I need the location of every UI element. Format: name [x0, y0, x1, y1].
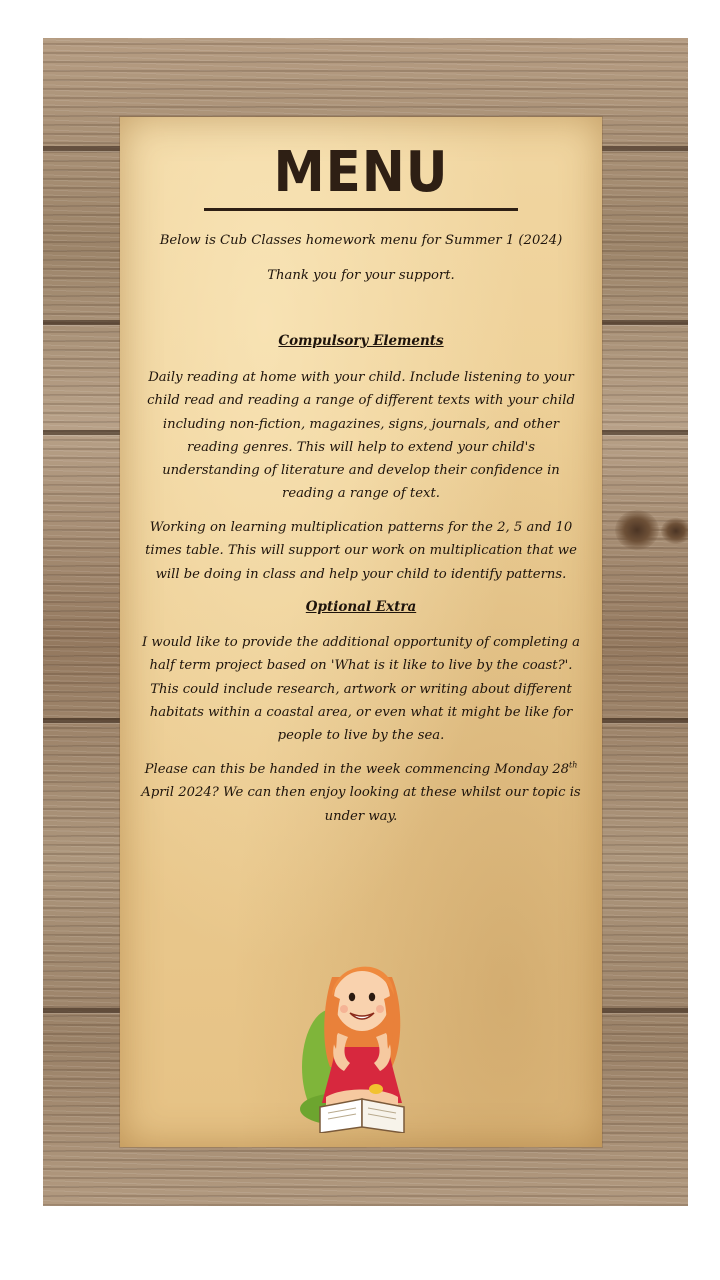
menu-paper	[120, 117, 602, 1147]
intro-line: Below is Cub Classes homework menu for Summer 1 (2024)	[159, 233, 563, 248]
deadline-text-end: April 2024? We can then enjoy looking at these whilst our topic is under way.	[141, 785, 581, 824]
optional-paragraph-project: I would like to provide the additional opportunity of completing a half term project based on 'What is it like to live by the coast?'. This could include research, artwork or writing about different habitats within a coastal area, or even what it might be like for people to live by the sea.	[142, 635, 580, 744]
deadline-ordinal: th	[569, 760, 578, 770]
compulsory-paragraph-multiplication: Working on learning multiplication patterns for the 2, 5 and 10 times table. This will support our work on multiplication that we will be doing in class and help your child to identify patterns.	[145, 520, 577, 582]
compulsory-heading: Compulsory Elements	[278, 333, 444, 349]
menu-title: MENU	[273, 140, 449, 205]
optional-paragraph-deadline	[140, 758, 582, 828]
deadline-text-start: Please can this be handed in the week commencing Monday 28	[144, 762, 569, 777]
compulsory-paragraph-reading: Daily reading at home with your child. Include listening to your child read and reading a range of different texts with your child including non-fiction, magazines, signs, journals, and other reading genres. This will help to extend your child's understanding of literature and develop their confidence in reading a range of text.	[147, 370, 575, 502]
wood-knot	[661, 518, 688, 544]
girl-reading-book-icon	[292, 937, 432, 1133]
wood-knot	[615, 510, 659, 550]
thanks-line: Thank you for your support.	[267, 268, 455, 283]
title-underline	[204, 208, 518, 211]
optional-heading: Optional Extra	[305, 599, 417, 615]
